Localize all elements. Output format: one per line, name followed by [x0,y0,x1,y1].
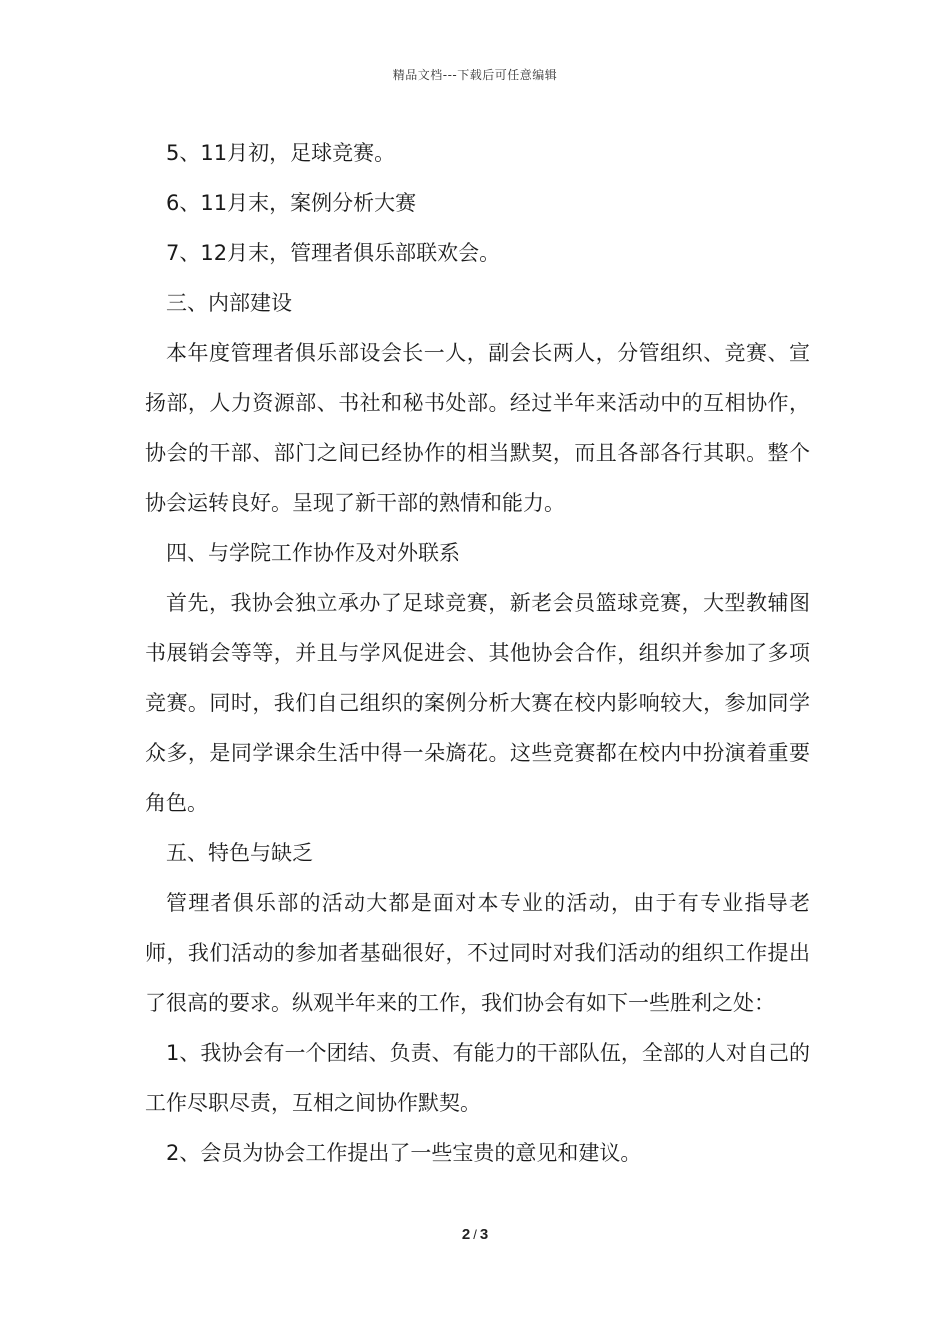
page-number [0,1226,950,1243]
list-item-5: 5、11月初，足球竞赛。 [166,141,396,165]
document-body [145,128,810,1178]
current-page: 2 [461,1226,471,1243]
paragraph-cooperation: 首先，我协会独立承办了足球竞赛，新老会员篮球竞赛，大型教辅图书展销会等等，并且与学风促进会、其他协会合作，组织并参加了多项竞赛。同时，我们自己组织的案例分析大赛在校内影响较大，参加同学众多，是同学课余生活中得一朵旖花。这些竞赛都在校内中扮演着重要角色。 [145,591,810,815]
page-separator: / [473,1227,477,1242]
section-heading-internal-construction: 三、内部建设 [166,291,292,315]
paragraph-internal-construction: 本年度管理者俱乐部设会长一人，副会长两人，分管组织、竞赛、宣扬部，人力资源部、书社和秘书处部。经过半年来活动中的互相协作，协会的干部、部门之间已经协作的相当默契，而且各部各行其职。整个协会运转良好。呈现了新干部的熟情和能力。 [145,341,810,515]
total-pages: 3 [479,1226,489,1243]
list-item-success-2: 2、会员为协会工作提出了一些宝贵的意见和建议。 [166,1141,642,1165]
paragraph-features: 管理者俱乐部的活动大都是面对本专业的活动，由于有专业指导老师，我们活动的参加者基础很好，不过同时对我们活动的组织工作提出了很高的要求。纵观半年来的工作，我们协会有如下一些胜利之处： [145,891,810,1015]
list-item-success-1: 1、我协会有一个团结、负责、有能力的干部队伍，全部的人对自己的工作尽职尽责，互相之间协作默契。 [145,1041,810,1115]
page-header: 精品文档---下载后可任意编辑 [392,68,558,82]
list-item-6: 6、11月末，案例分析大赛 [166,191,417,215]
section-heading-cooperation: 四、与学院工作协作及对外联系 [166,541,460,565]
list-item-7: 7、12月末，管理者俱乐部联欢会。 [166,241,501,265]
section-heading-features: 五、特色与缺乏 [166,841,313,865]
